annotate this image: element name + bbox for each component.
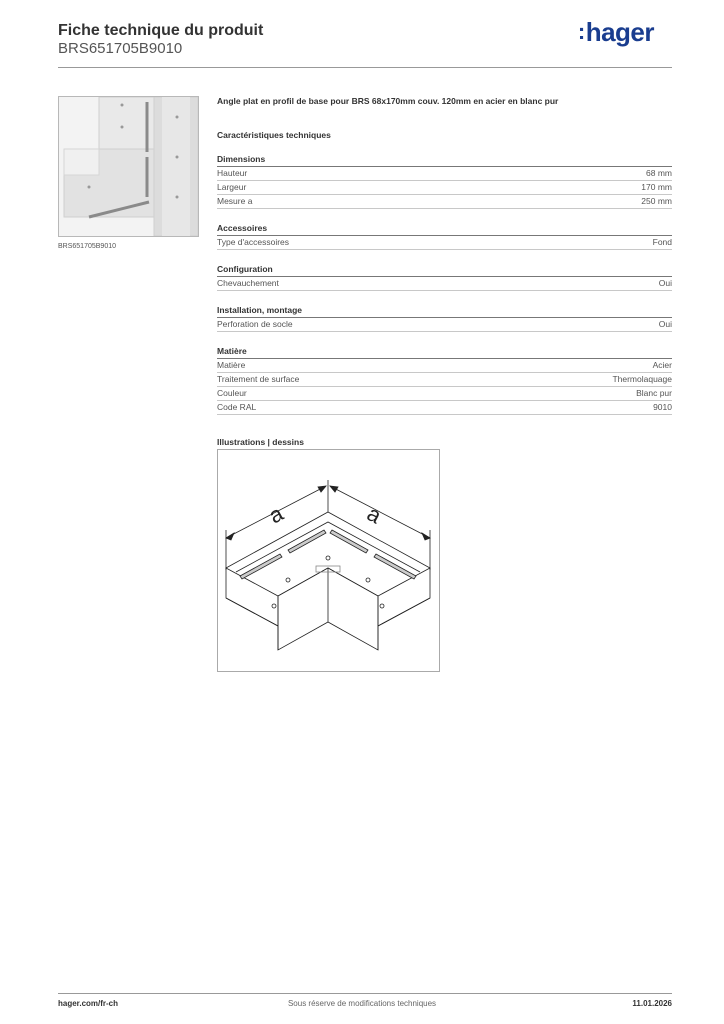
spec-row <box>217 195 672 209</box>
group-title: Accessoires <box>217 223 672 236</box>
spec-row <box>217 373 672 387</box>
spec-label: Chevauchement <box>217 278 279 288</box>
footer-website: hager.com/fr-ch <box>58 999 119 1008</box>
page-title: Fiche technique du produit <box>58 22 264 39</box>
spec-label: Traitement de surface <box>217 374 300 384</box>
spec-label: Mesure a <box>217 196 253 206</box>
spec-row <box>217 387 672 401</box>
spec-row <box>217 318 672 332</box>
spec-label: Largeur <box>217 182 247 192</box>
footer-notice: Sous réserve de modifications techniques <box>287 999 437 1008</box>
dimension-label-right: a <box>363 500 386 529</box>
spec-value: 250 mm <box>641 196 672 206</box>
hager-logo: :hager <box>577 17 654 47</box>
spec-value: 9010 <box>653 402 672 412</box>
spec-label: Hauteur <box>217 168 248 178</box>
spec-value: Acier <box>652 360 672 370</box>
technical-drawing <box>217 449 440 672</box>
spec-label: Perforation de socle <box>217 319 293 329</box>
image-caption: BRS651705B9010 <box>58 243 116 250</box>
spec-group-configuration <box>217 264 672 291</box>
spec-group-dimensions <box>217 154 672 209</box>
spec-label: Code RAL <box>217 402 257 412</box>
spec-group-installation <box>217 305 672 332</box>
group-title: Dimensions <box>217 154 672 167</box>
spec-label: Couleur <box>217 388 247 398</box>
spec-group-accessories <box>217 223 672 250</box>
spec-row <box>217 181 672 195</box>
spec-label: Type d'accessoires <box>217 237 290 247</box>
product-description: Angle plat en profil de base pour BRS 68x170mm couv. 120mm en acier en blanc pur <box>217 96 559 106</box>
group-title: Installation, montage <box>217 305 672 318</box>
spec-content <box>217 96 672 447</box>
illustrations-heading: Illustrations | dessins <box>217 437 304 447</box>
spec-value: Fond <box>652 237 672 247</box>
spec-value: Oui <box>658 319 672 329</box>
product-photo <box>58 96 199 237</box>
footer-divider <box>58 993 672 994</box>
footer-date: 11.01.2026 <box>632 999 672 1008</box>
spec-value: Oui <box>658 278 672 288</box>
product-reference: BRS651705B9010 <box>58 40 183 57</box>
dimension-label-left: a <box>264 500 288 529</box>
group-title: Configuration <box>217 264 672 277</box>
spec-row <box>217 277 672 291</box>
tech-specs-heading: Caractéristiques techniques <box>217 130 331 140</box>
spec-value: Blanc pur <box>636 388 672 398</box>
header-divider <box>58 67 672 68</box>
spec-row <box>217 359 672 373</box>
spec-row <box>217 236 672 250</box>
spec-group-material <box>217 346 672 415</box>
spec-row <box>217 401 672 415</box>
spec-label: Matière <box>217 360 246 370</box>
spec-value: 170 mm <box>641 182 672 192</box>
spec-row <box>217 167 672 181</box>
spec-value: 68 mm <box>646 168 672 178</box>
group-title: Matière <box>217 346 672 359</box>
spec-value: Thermolaquage <box>612 374 672 384</box>
